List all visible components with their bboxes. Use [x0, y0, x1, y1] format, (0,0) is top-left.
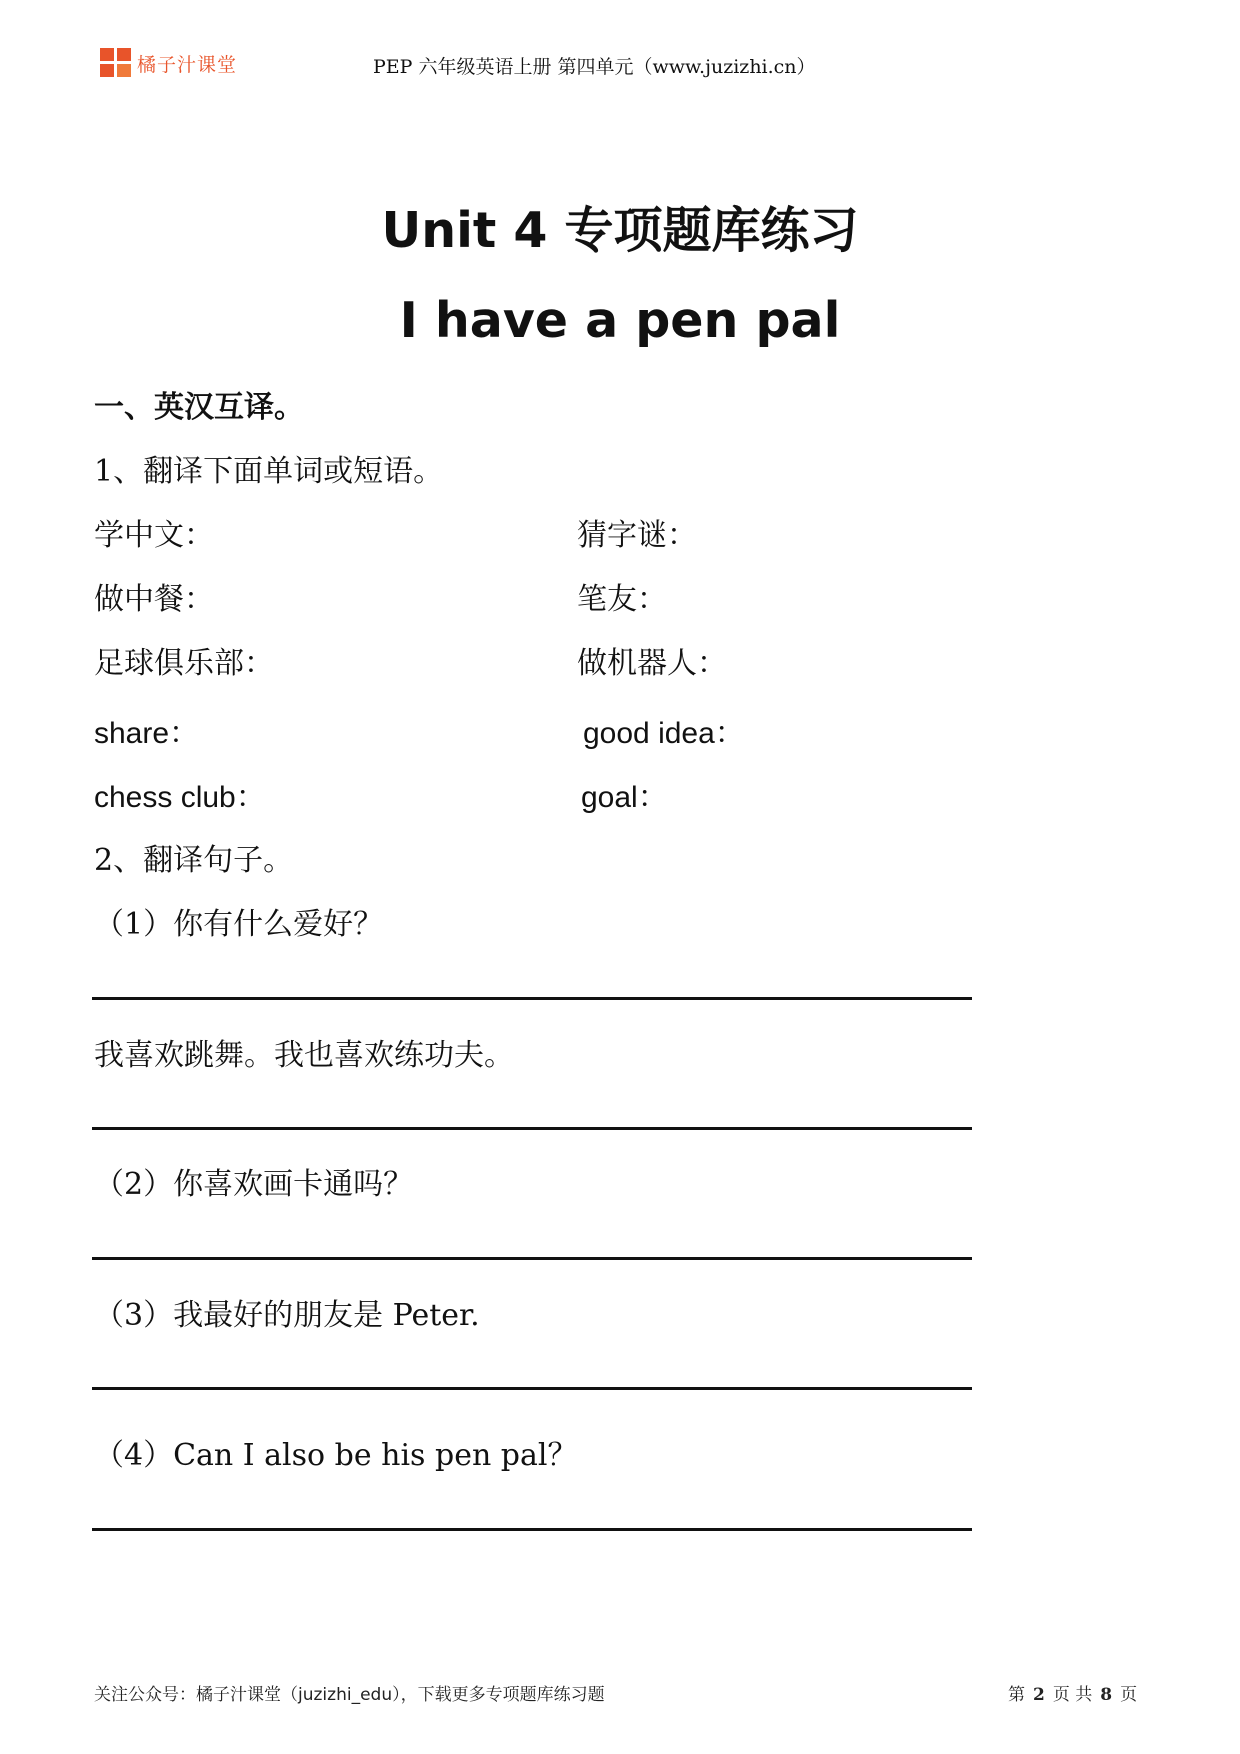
vocab-item: good idea：	[583, 717, 745, 750]
sentence-item: （2）你喜欢画卡通吗？	[94, 1167, 414, 1202]
vocab-item: 学中文：	[94, 518, 214, 553]
page-indicator	[1008, 1680, 1137, 1705]
footer-note: 关注公众号：橘子汁课堂（juzizhi_edu），下载更多专项题库练习题	[94, 1685, 605, 1705]
brand-logo-icon	[100, 48, 134, 80]
page-header	[0, 0, 1240, 110]
vocab-item: 猜字谜：	[577, 518, 697, 553]
vocab-item: chess club：	[94, 781, 266, 814]
sentence-item: （4）Can I also be his pen pal？	[94, 1438, 578, 1473]
brand-name: 橘子汁课堂	[137, 54, 238, 76]
vocab-item: share：	[94, 717, 200, 750]
page-subtitle: I have a pen pal	[399, 292, 841, 349]
sentence-item: 我喜欢跳舞。我也喜欢练功夫。	[94, 1038, 514, 1073]
page-current: 2	[1033, 1685, 1045, 1705]
question-2-title: 2、翻译句子。	[94, 843, 294, 878]
answer-line	[92, 1127, 972, 1130]
page-suffix: 页	[1120, 1685, 1138, 1705]
vocab-item: 做中餐：	[94, 582, 214, 617]
answer-line	[92, 1528, 972, 1531]
answer-line	[92, 997, 972, 1000]
sentence-item: （3）我最好的朋友是 Peter.	[94, 1298, 480, 1333]
document-header-title: PEP 六年级英语上册 第四单元（www.juzizhi.cn）	[373, 56, 816, 78]
vocab-item: 做机器人：	[577, 646, 727, 681]
answer-line	[92, 1257, 972, 1260]
page-total: 8	[1100, 1685, 1113, 1705]
vocab-item: 笔友：	[577, 582, 667, 617]
answer-line	[92, 1387, 972, 1390]
vocab-item: goal：	[581, 781, 668, 814]
sentence-item: （1）你有什么爱好？	[94, 907, 384, 942]
page-mid: 页 共	[1052, 1685, 1093, 1705]
page-prefix: 第	[1008, 1685, 1025, 1705]
vocab-item: 足球俱乐部：	[94, 646, 274, 681]
page-title: Unit 4 专项题库练习	[381, 202, 859, 259]
question-1-title: 1、翻译下面单词或短语。	[94, 454, 444, 489]
section-heading: 一、英汉互译。	[94, 390, 304, 425]
